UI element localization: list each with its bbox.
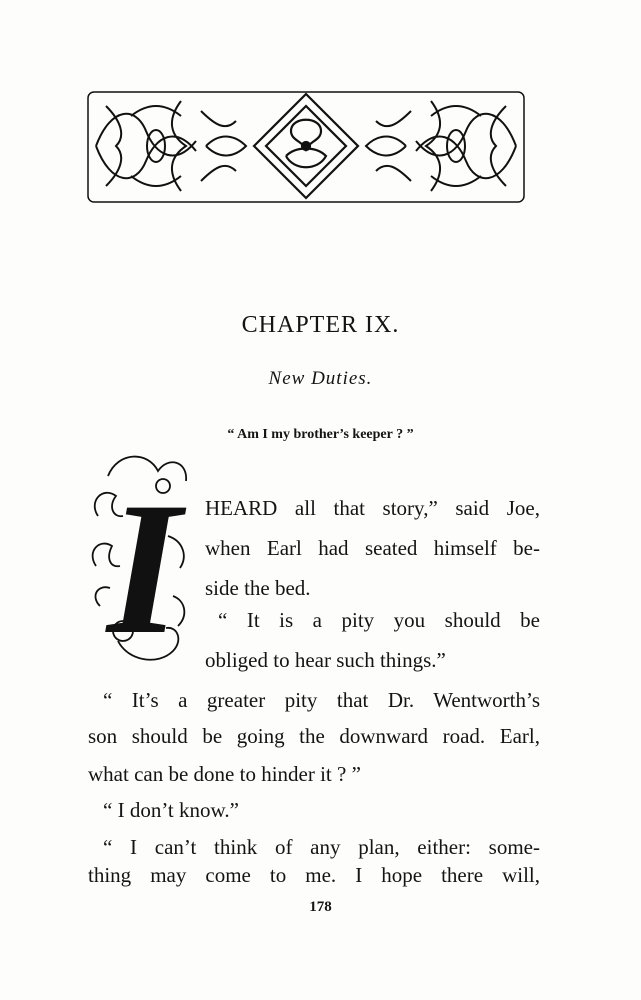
drop-cap-letter: I bbox=[107, 464, 181, 672]
text-line-9: “ I don’t know.” bbox=[103, 798, 239, 822]
page-number: 178 bbox=[309, 899, 332, 915]
chapter-epigraph: “ Am I my brother’s keeper ? ” bbox=[227, 427, 414, 442]
text-line-11: thing may come to me. I hope there will, bbox=[88, 863, 540, 887]
text-line-6: “ It’s a greater pity that Dr. Wentworth’s bbox=[103, 688, 540, 712]
text-line-8: what can be done to hinder it ? ” bbox=[88, 762, 361, 786]
drop-cap-ornament bbox=[88, 446, 196, 672]
text-line-3: side the bed. bbox=[205, 576, 311, 600]
ornamental-headpiece bbox=[86, 86, 526, 208]
text-line-2: when Earl had seated himself be- bbox=[205, 536, 540, 560]
chapter-subtitle: New Duties. bbox=[268, 368, 373, 389]
text-line-4: “ It is a pity you should be bbox=[218, 608, 540, 632]
chapter-heading: CHAPTER IX. bbox=[241, 312, 400, 338]
text-line-7: son should be going the downward road. Earl, bbox=[88, 724, 540, 748]
text-line-1: HEARD all that story,” said Joe, bbox=[205, 496, 540, 520]
text-line-5: obliged to hear such things.” bbox=[205, 648, 446, 672]
text-line-10: “ I can’t think of any plan, either: some- bbox=[103, 835, 540, 859]
